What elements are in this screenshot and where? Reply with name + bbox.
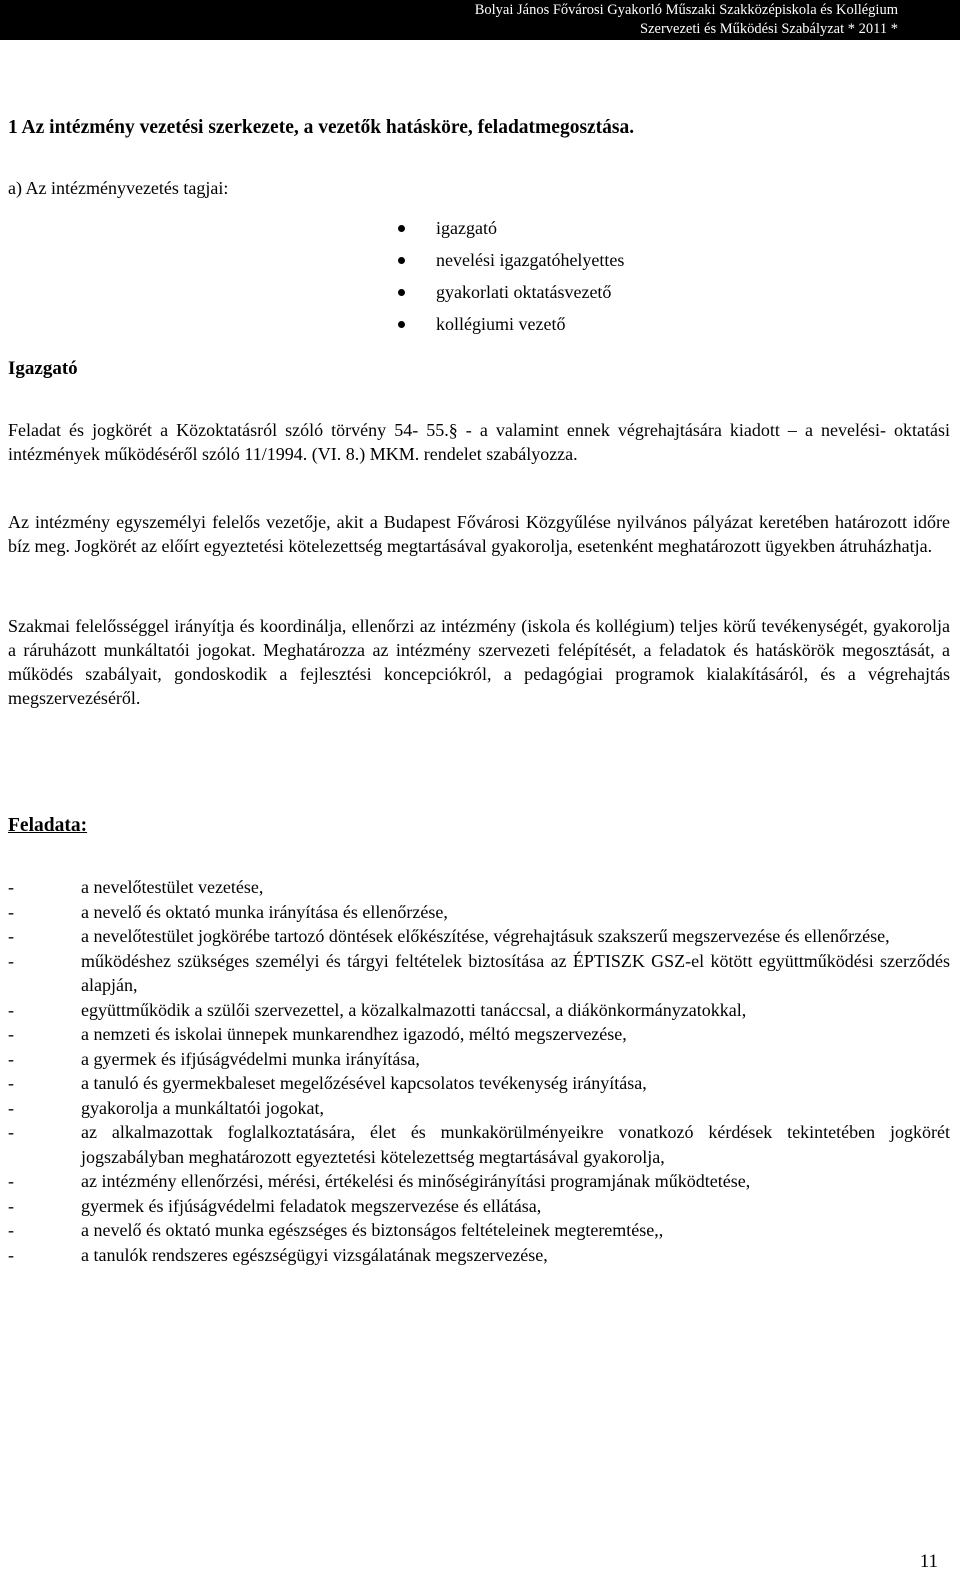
paragraph-legal-basis: Feladat és jogkörét a Közoktatásról szóló törvény 54- 55.§ - a valamint ennek végrehajtására kiadott – a nevelési- oktatási intézmények működéséről szóló 11/1994. (VI. 8.) MKM. rendelet szabályozza.	[8, 420, 950, 464]
list-item: - működéshez szükséges személyi és tárgyi feltételek biztosítása az ÉPTISZK GSZ-el kötött együttműködési szerződés alapján,	[8, 950, 950, 995]
list-item: - a nevelő és oktató munka egészséges és biztonságos feltételeinek megteremtése,,	[8, 1220, 664, 1240]
list-item: - a nemzeti és iskolai ünnepek munkarendhez igazodó, méltó megszervezése,	[8, 1024, 627, 1044]
list-item: - együttműködik a szülői szervezettel, a közalkalmazotti tanáccsal, a diákönkormányzatokkal,	[8, 999, 747, 1020]
list-item: - gyakorolja a munkáltatói jogokat,	[8, 1097, 324, 1118]
director-heading: Igazgató	[8, 358, 78, 379]
list-item: - gyermek és ifjúságvédelmi feladatok megszervezése és ellátása,	[8, 1195, 542, 1216]
page-header	[0, 0, 960, 40]
leadership-members-list	[396, 212, 624, 340]
header-document-title: Szervezeti és Működési Szabályzat * 2011 *	[640, 21, 898, 37]
paragraph-responsibilities: Szakmai felelősséggel irányítja és koordinálja, ellenőrzi az intézmény (iskola és kollégium) teljes körű tevékenységét, gyakorolja a ráruházott munkáltatói jogokat. Meghatározza az intézmény szervezeti felépítését, a feladatok és hatáskörök megosztását, a működés szabályait, gondoskodik a fejlesztési koncepciókról, a pedagógiai programok kialakításáról, és a végrehajtás megszervezéséről.	[8, 616, 950, 708]
paragraph-appointment: Az intézmény egyszemélyi felelős vezetője, akit a Budapest Fővárosi Közgyűlése nyilvános pályázat keretében határozott időre bíz meg. Jogkörét az előírt egyeztetési kötelezettség megtartásával gyakorolja, esetenként meghatározott ügyekben átruházhatja.	[8, 512, 950, 556]
bullet-icon	[398, 321, 405, 328]
list-item: - a tanulók rendszeres egészségügyi vizsgálatának megszervezése,	[8, 1244, 548, 1265]
bullet-icon	[398, 257, 405, 264]
list-item: - a nevelőtestület vezetése,	[8, 877, 264, 897]
section-title: 1 Az intézmény vezetési szerkezete, a vezetők hatásköre, feladatmegosztása.	[8, 117, 635, 138]
list-item: igazgató	[396, 212, 624, 244]
list-item: nevelési igazgatóhelyettes	[396, 244, 624, 276]
list-item: - az alkalmazottak foglalkoztatására, élet és munkakörülményeikre vonatkozó kérdések tekintetében jogkörét jogszabályban meghatározott egyeztetési kötelezettség megtartásával gyakorolja,	[8, 1122, 950, 1167]
list-item: - a nevelőtestület jogkörébe tartozó döntések előkészítése, végrehajtásuk szakszerű megszervezése és ellenőrzése,	[8, 926, 890, 946]
list-item: gyakorlati oktatásvezető	[396, 276, 624, 308]
leadership-intro: a) Az intézményvezetés tagjai:	[8, 178, 229, 198]
tasks-heading: Feladata:	[8, 815, 88, 836]
list-item: kollégiumi vezető	[396, 308, 624, 340]
bullet-icon	[398, 289, 405, 296]
list-item: - a gyermek és ifjúságvédelmi munka irányítása,	[8, 1048, 420, 1069]
list-item: - a nevelő és oktató munka irányítása és ellenőrzése,	[8, 901, 448, 922]
header-institution-name: Bolyai János Fővárosi Gyakorló Műszaki Szakközépiskola és Kollégium	[474, 2, 898, 18]
list-item: - a tanuló és gyermekbaleset megelőzésével kapcsolatos tevékenység irányítása,	[8, 1073, 647, 1093]
tasks-list	[8, 875, 950, 1267]
bullet-icon	[398, 225, 405, 232]
page-number: 11	[919, 1551, 938, 1572]
list-item: - az intézmény ellenőrzési, mérési, értékelési és minőségirányítási programjának működtetése,	[8, 1171, 751, 1191]
